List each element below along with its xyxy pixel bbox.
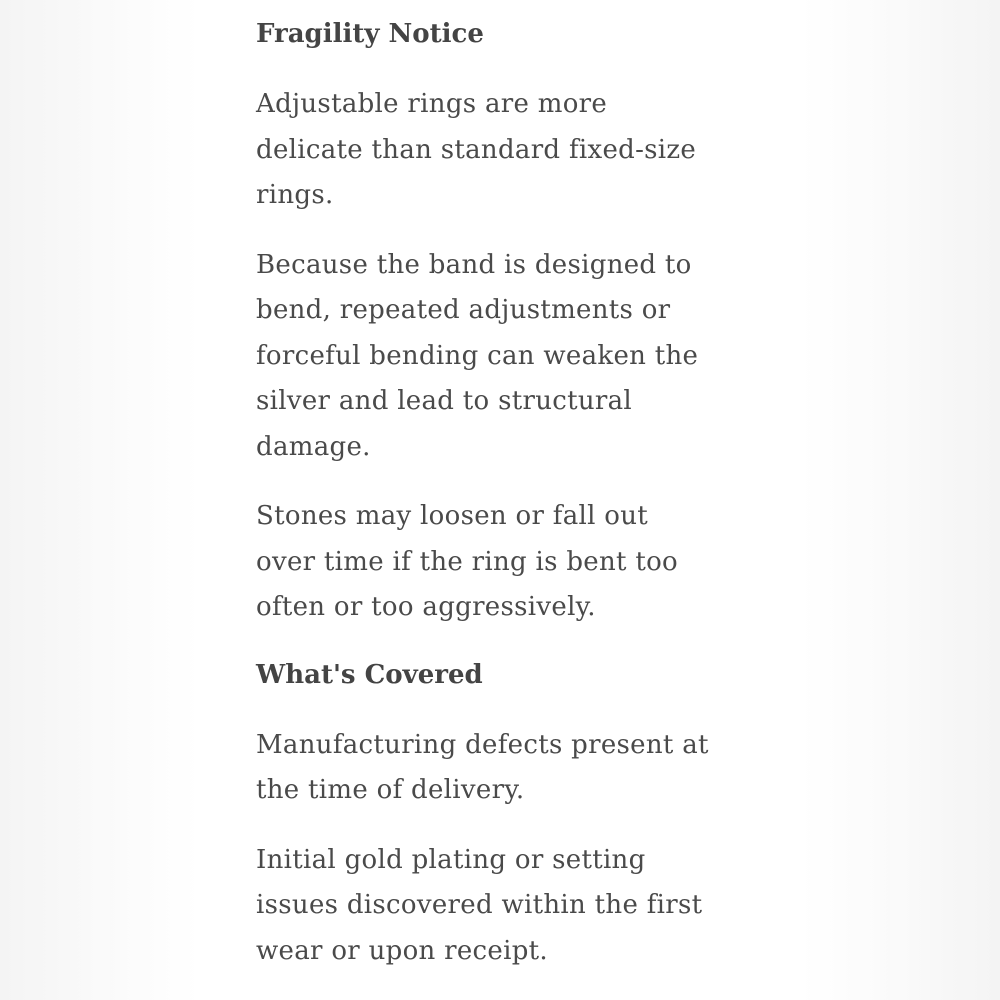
text-line: silver and lead to structural	[256, 386, 633, 416]
paragraph	[256, 494, 776, 631]
text-line: bend, repeated adjustments or	[256, 295, 671, 325]
text-line: Manufacturing defects present at	[256, 729, 709, 760]
text-line: Initial gold plating or setting	[256, 844, 646, 875]
paragraph	[256, 723, 776, 814]
text-line: issues discovered within the first	[256, 890, 703, 920]
text-line: often or too aggressively.	[256, 592, 596, 622]
text-line: over time if the ring is bent too	[256, 546, 679, 577]
section-heading: What's Covered	[256, 659, 483, 690]
section-fragility-notice	[256, 14, 776, 631]
text-line: wear or upon receipt.	[256, 935, 548, 966]
text-line: forceful bending can weaken the	[256, 340, 699, 371]
text-line: delicate than standard fixed-size	[256, 134, 697, 165]
section-heading: Fragility Notice	[256, 19, 484, 49]
text-line: Because the band is designed to	[256, 249, 692, 280]
text-line: Stones may loosen or fall out	[256, 501, 649, 531]
text-line: rings.	[256, 180, 334, 210]
text-line: damage.	[256, 431, 371, 462]
text-line: Adjustable rings are more	[256, 89, 608, 119]
paragraph	[256, 243, 776, 471]
paragraph	[256, 838, 776, 975]
section-whats-covered	[256, 655, 776, 975]
paragraph	[256, 82, 776, 219]
text-line: the time of delivery.	[256, 775, 525, 805]
policy-content	[256, 14, 776, 998]
